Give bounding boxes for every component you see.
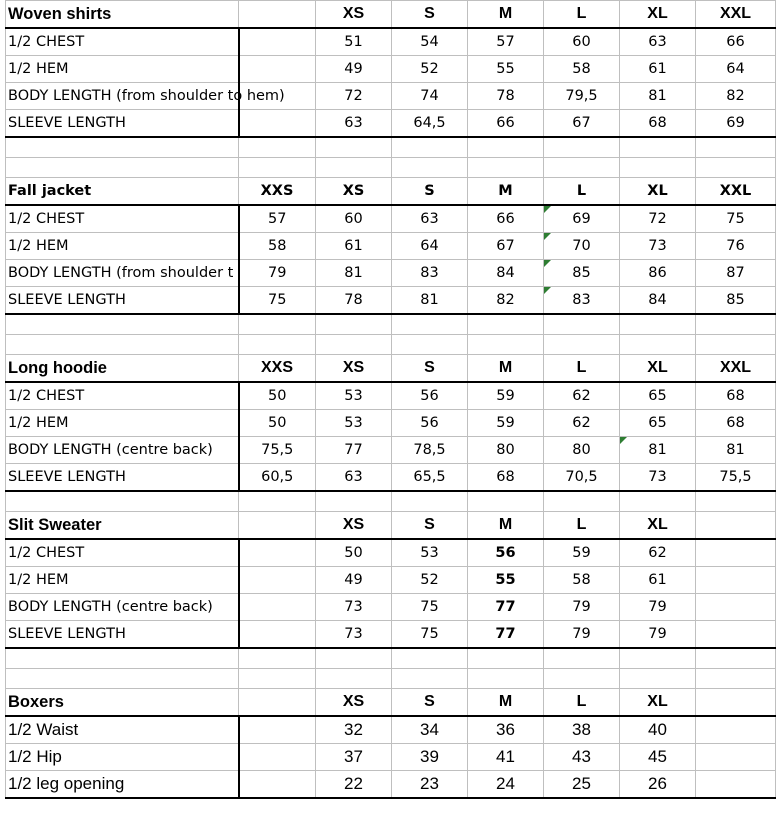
empty-cell (316, 648, 392, 669)
empty-cell (544, 669, 620, 689)
measurement-value: 81 (316, 260, 392, 287)
measurement-value (239, 56, 316, 83)
measurement-value: 52 (392, 56, 468, 83)
measurement-value: 58 (239, 233, 316, 260)
measurement-value: 54 (392, 28, 468, 56)
measurement-value: 64,5 (392, 110, 468, 138)
measurement-value: 68 (696, 410, 776, 437)
table-row (6, 287, 776, 315)
measurement-label: 1/2 HEM (6, 56, 239, 83)
comment-marker-icon (544, 287, 551, 294)
empty-cell (392, 158, 468, 178)
measurement-value: 79 (620, 594, 696, 621)
empty-cell (696, 137, 776, 158)
empty-cell (316, 491, 392, 512)
empty-cell (392, 648, 468, 669)
size-header: XS (316, 355, 392, 383)
measurement-label: 1/2 HEM (6, 233, 239, 260)
measurement-value: 72 (620, 205, 696, 233)
size-header: M (468, 178, 544, 206)
empty-cell (392, 314, 468, 335)
empty-cell (696, 158, 776, 178)
table-row (6, 594, 776, 621)
table-row (6, 260, 776, 287)
measurement-value: 60 (316, 205, 392, 233)
empty-cell (696, 669, 776, 689)
measurement-value: 69 (696, 110, 776, 138)
measurement-value: 57 (239, 205, 316, 233)
size-header: S (392, 1, 468, 29)
spacer-row (6, 335, 776, 355)
measurement-value: 49 (316, 56, 392, 83)
empty-cell (239, 669, 316, 689)
empty-cell (544, 314, 620, 335)
empty-cell (696, 491, 776, 512)
measurement-value: 51 (316, 28, 392, 56)
measurement-value: 63 (620, 28, 696, 56)
measurement-value: 62 (620, 539, 696, 567)
measurement-value: 79 (620, 621, 696, 649)
measurement-value: 57 (468, 28, 544, 56)
measurement-value: 75 (239, 287, 316, 315)
table-row (6, 110, 776, 138)
section-title: Fall jacket (6, 178, 239, 206)
measurement-value (239, 567, 316, 594)
size-header: L (544, 178, 620, 206)
empty-cell (620, 335, 696, 355)
empty-cell (316, 137, 392, 158)
size-header (696, 512, 776, 540)
measurement-value: 68 (696, 382, 776, 410)
measurement-value: 50 (316, 539, 392, 567)
empty-cell (620, 158, 696, 178)
measurement-value: 84 (620, 287, 696, 315)
empty-cell (6, 669, 239, 689)
table-row (6, 716, 776, 744)
size-header: S (392, 355, 468, 383)
measurement-value: 49 (316, 567, 392, 594)
measurement-value: 62 (544, 382, 620, 410)
measurement-label: BODY LENGTH (centre back) (6, 437, 239, 464)
measurement-label: 1/2 CHEST (6, 205, 239, 233)
measurement-value: 63 (392, 205, 468, 233)
measurement-label: 1/2 leg opening (6, 771, 239, 799)
measurement-value: 52 (392, 567, 468, 594)
empty-cell (239, 491, 316, 512)
boxers-header-row (6, 689, 776, 717)
measurement-value: 64 (696, 56, 776, 83)
table-row (6, 567, 776, 594)
table-row (6, 771, 776, 799)
measurement-value: 73 (316, 621, 392, 649)
measurement-value: 78,5 (392, 437, 468, 464)
size-header (239, 689, 316, 717)
measurement-value: 65,5 (392, 464, 468, 492)
measurement-label: 1/2 CHEST (6, 539, 239, 567)
measurement-value: 81 (620, 437, 696, 464)
measurement-value (239, 716, 316, 744)
empty-cell (620, 491, 696, 512)
table-row (6, 83, 776, 110)
measurement-value: 59 (468, 410, 544, 437)
size-header: M (468, 512, 544, 540)
size-header: M (468, 355, 544, 383)
measurement-value: 78 (468, 83, 544, 110)
measurement-value (239, 110, 316, 138)
size-header: XL (620, 355, 696, 383)
measurement-value: 79,5 (544, 83, 620, 110)
measurement-value: 59 (544, 539, 620, 567)
slit-sweater-header-row (6, 512, 776, 540)
empty-cell (239, 314, 316, 335)
measurement-value: 87 (696, 260, 776, 287)
measurement-value: 75,5 (696, 464, 776, 492)
table-row (6, 621, 776, 649)
size-header: XL (620, 178, 696, 206)
empty-cell (620, 669, 696, 689)
measurement-label: SLEEVE LENGTH (6, 464, 239, 492)
measurement-value: 38 (544, 716, 620, 744)
empty-cell (6, 158, 239, 178)
measurement-value: 60,5 (239, 464, 316, 492)
measurement-value: 64 (392, 233, 468, 260)
spacer-row (6, 491, 776, 512)
size-header: XS (316, 1, 392, 29)
empty-cell (620, 314, 696, 335)
measurement-value: 56 (392, 382, 468, 410)
empty-cell (620, 137, 696, 158)
measurement-value: 63 (316, 110, 392, 138)
size-header: S (392, 689, 468, 717)
size-header (239, 512, 316, 540)
measurement-value: 53 (392, 539, 468, 567)
table-row (6, 539, 776, 567)
measurement-value: 83 (392, 260, 468, 287)
measurement-value: 66 (468, 110, 544, 138)
comment-marker-icon (620, 437, 627, 444)
table-row (6, 437, 776, 464)
empty-cell (316, 158, 392, 178)
measurement-value (239, 539, 316, 567)
measurement-value: 85 (544, 260, 620, 287)
section-title: Woven shirts (6, 1, 239, 29)
table-row (6, 464, 776, 492)
measurement-value: 69 (544, 205, 620, 233)
empty-cell (316, 314, 392, 335)
measurement-value (239, 621, 316, 649)
empty-cell (468, 335, 544, 355)
measurement-value (239, 28, 316, 56)
measurement-value: 73 (620, 464, 696, 492)
measurement-value: 80 (544, 437, 620, 464)
table-row (6, 56, 776, 83)
measurement-value: 77 (468, 621, 544, 649)
empty-cell (239, 158, 316, 178)
measurement-value (696, 744, 776, 771)
empty-cell (696, 314, 776, 335)
measurement-value (696, 771, 776, 799)
measurement-value: 55 (468, 567, 544, 594)
empty-cell (6, 314, 239, 335)
empty-cell (696, 335, 776, 355)
size-header: L (544, 689, 620, 717)
empty-cell (468, 158, 544, 178)
measurement-value: 39 (392, 744, 468, 771)
size-header: XS (316, 178, 392, 206)
empty-cell (392, 137, 468, 158)
empty-cell (316, 669, 392, 689)
empty-cell (392, 335, 468, 355)
empty-cell (392, 669, 468, 689)
size-header: XXS (239, 355, 316, 383)
measurement-value: 36 (468, 716, 544, 744)
measurement-label: SLEEVE LENGTH (6, 287, 239, 315)
measurement-value: 24 (468, 771, 544, 799)
spacer-row (6, 137, 776, 158)
empty-cell (544, 158, 620, 178)
empty-cell (468, 137, 544, 158)
woven-shirts-header-row (6, 1, 776, 29)
measurement-label: 1/2 HEM (6, 567, 239, 594)
measurement-value: 62 (544, 410, 620, 437)
empty-cell (468, 491, 544, 512)
measurement-value: 45 (620, 744, 696, 771)
measurement-value: 84 (468, 260, 544, 287)
measurement-value: 75 (696, 205, 776, 233)
empty-cell (468, 669, 544, 689)
table-row (6, 205, 776, 233)
measurement-value: 81 (620, 83, 696, 110)
measurement-label: SLEEVE LENGTH (6, 110, 239, 138)
measurement-label: 1/2 CHEST (6, 28, 239, 56)
size-header (696, 689, 776, 717)
measurement-value (696, 716, 776, 744)
measurement-value: 58 (544, 56, 620, 83)
size-header: XXL (696, 355, 776, 383)
measurement-value (239, 744, 316, 771)
measurement-value: 86 (620, 260, 696, 287)
measurement-value: 50 (239, 410, 316, 437)
measurement-value: 73 (620, 233, 696, 260)
size-header: XXL (696, 1, 776, 29)
measurement-value: 83 (544, 287, 620, 315)
measurement-value: 67 (468, 233, 544, 260)
measurement-value: 43 (544, 744, 620, 771)
measurement-value: 53 (316, 410, 392, 437)
measurement-value: 61 (316, 233, 392, 260)
measurement-value: 82 (468, 287, 544, 315)
measurement-label: BODY LENGTH (from shoulder to hem) (6, 83, 239, 110)
measurement-value: 66 (696, 28, 776, 56)
table-row (6, 382, 776, 410)
measurement-value: 23 (392, 771, 468, 799)
empty-cell (696, 648, 776, 669)
measurement-value: 68 (620, 110, 696, 138)
fall-jacket-header-row (6, 178, 776, 206)
empty-cell (544, 648, 620, 669)
empty-cell (6, 137, 239, 158)
empty-cell (316, 335, 392, 355)
size-header: M (468, 689, 544, 717)
measurement-value: 80 (468, 437, 544, 464)
measurement-value: 37 (316, 744, 392, 771)
table-row (6, 744, 776, 771)
table-row (6, 233, 776, 260)
measurement-value (239, 771, 316, 799)
empty-cell (239, 137, 316, 158)
measurement-label: SLEEVE LENGTH (6, 621, 239, 649)
measurement-value: 60 (544, 28, 620, 56)
empty-cell (6, 491, 239, 512)
measurement-value: 34 (392, 716, 468, 744)
measurement-value (696, 594, 776, 621)
measurement-label: 1/2 Waist (6, 716, 239, 744)
measurement-value (696, 567, 776, 594)
measurement-value: 22 (316, 771, 392, 799)
size-header: M (468, 1, 544, 29)
measurement-value: 55 (468, 56, 544, 83)
size-header: XL (620, 512, 696, 540)
measurement-value: 32 (316, 716, 392, 744)
measurement-label: 1/2 HEM (6, 410, 239, 437)
measurement-value: 61 (620, 56, 696, 83)
empty-cell (544, 335, 620, 355)
measurement-label: 1/2 Hip (6, 744, 239, 771)
measurement-value: 65 (620, 382, 696, 410)
measurement-label: BODY LENGTH (from shoulder t (6, 260, 239, 287)
measurement-value: 56 (468, 539, 544, 567)
empty-cell (468, 314, 544, 335)
measurement-value (696, 539, 776, 567)
measurement-value: 73 (316, 594, 392, 621)
spacer-row (6, 669, 776, 689)
size-header: S (392, 512, 468, 540)
spacer-row (6, 648, 776, 669)
measurement-value: 77 (316, 437, 392, 464)
measurement-value: 68 (468, 464, 544, 492)
measurement-value (696, 621, 776, 649)
size-header: XL (620, 689, 696, 717)
measurement-value: 85 (696, 287, 776, 315)
empty-cell (6, 335, 239, 355)
measurement-value: 79 (544, 594, 620, 621)
measurement-value: 61 (620, 567, 696, 594)
measurement-value: 79 (544, 621, 620, 649)
measurement-value: 58 (544, 567, 620, 594)
size-chart-sheet (5, 0, 776, 799)
empty-cell (544, 137, 620, 158)
measurement-value: 77 (468, 594, 544, 621)
empty-cell (620, 648, 696, 669)
measurement-value: 50 (239, 382, 316, 410)
measurement-value: 75,5 (239, 437, 316, 464)
measurement-value: 25 (544, 771, 620, 799)
empty-cell (6, 648, 239, 669)
measurement-value: 66 (468, 205, 544, 233)
measurement-label: 1/2 CHEST (6, 382, 239, 410)
measurement-value: 63 (316, 464, 392, 492)
measurement-value: 75 (392, 594, 468, 621)
comment-marker-icon (544, 233, 551, 240)
measurement-value: 72 (316, 83, 392, 110)
measurement-value: 40 (620, 716, 696, 744)
comment-marker-icon (544, 260, 551, 267)
measurement-value: 56 (392, 410, 468, 437)
table-row (6, 28, 776, 56)
size-header (239, 1, 316, 29)
measurement-value: 81 (696, 437, 776, 464)
measurement-value: 76 (696, 233, 776, 260)
measurement-value: 78 (316, 287, 392, 315)
empty-cell (544, 491, 620, 512)
measurement-value: 41 (468, 744, 544, 771)
empty-cell (392, 491, 468, 512)
size-header: S (392, 178, 468, 206)
section-title: Long hoodie (6, 355, 239, 383)
size-header: L (544, 512, 620, 540)
long-hoodie-header-row (6, 355, 776, 383)
measurement-value: 75 (392, 621, 468, 649)
measurement-value (239, 594, 316, 621)
measurement-value: 74 (392, 83, 468, 110)
measurement-value: 82 (696, 83, 776, 110)
measurement-value: 26 (620, 771, 696, 799)
size-header: XL (620, 1, 696, 29)
measurement-value: 67 (544, 110, 620, 138)
empty-cell (239, 335, 316, 355)
spacer-row (6, 158, 776, 178)
size-header: L (544, 1, 620, 29)
measurement-value: 81 (392, 287, 468, 315)
measurement-value: 65 (620, 410, 696, 437)
measurement-value: 79 (239, 260, 316, 287)
measurement-value: 53 (316, 382, 392, 410)
size-header: L (544, 355, 620, 383)
measurement-value: 70,5 (544, 464, 620, 492)
size-header: XS (316, 689, 392, 717)
size-header: XS (316, 512, 392, 540)
size-header: XXS (239, 178, 316, 206)
empty-cell (468, 648, 544, 669)
empty-cell (239, 648, 316, 669)
size-header: XXL (696, 178, 776, 206)
section-title: Boxers (6, 689, 239, 717)
measurement-value: 70 (544, 233, 620, 260)
spacer-row (6, 314, 776, 335)
measurement-label: BODY LENGTH (centre back) (6, 594, 239, 621)
table-row (6, 410, 776, 437)
measurement-value: 59 (468, 382, 544, 410)
section-title: Slit Sweater (6, 512, 239, 540)
comment-marker-icon (544, 206, 551, 213)
